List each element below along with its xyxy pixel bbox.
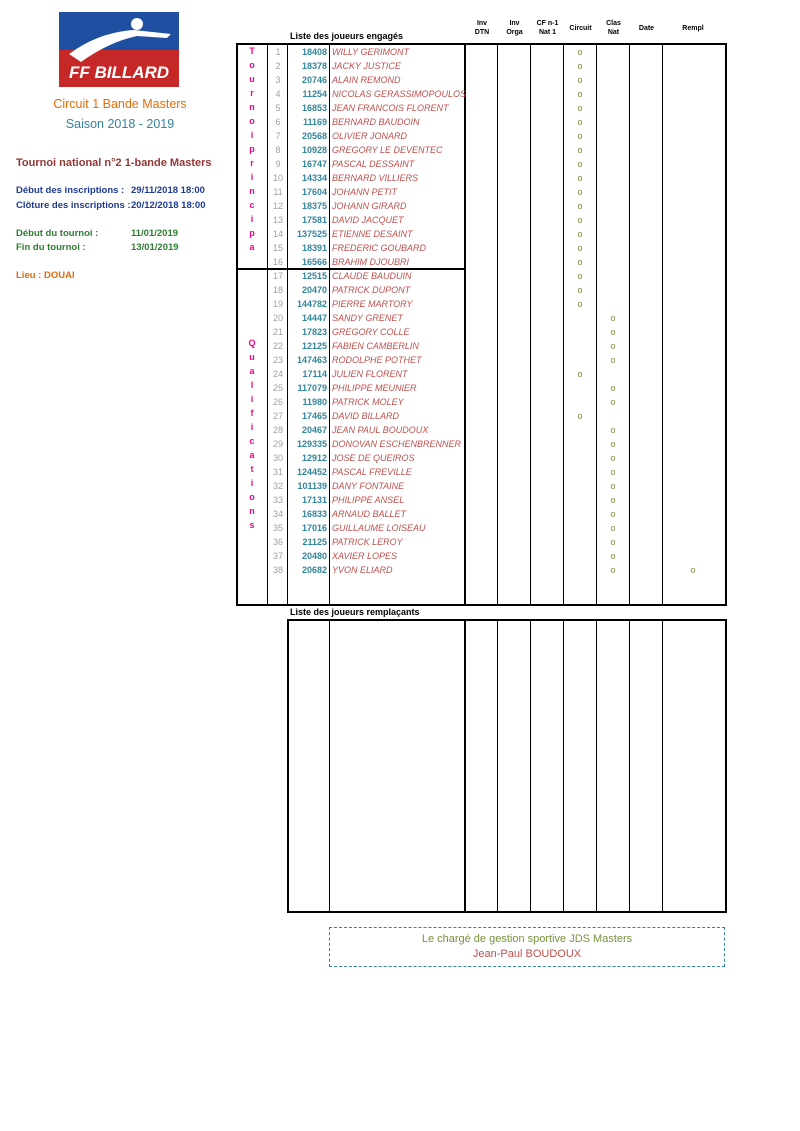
row-number: 19 xyxy=(272,299,283,309)
circuit-mark: o xyxy=(577,47,583,57)
license-number: 16833 xyxy=(301,509,327,519)
circuit-mark: o xyxy=(577,411,583,421)
license-number: 11254 xyxy=(302,89,327,99)
row-number: 15 xyxy=(272,243,283,253)
circuit-mark: o xyxy=(577,229,583,239)
row-number: 30 xyxy=(272,453,283,463)
clas-nat-mark: o xyxy=(610,341,616,351)
player-name: JEAN PAUL BOUDOUX xyxy=(332,425,429,435)
clas-nat-mark: o xyxy=(610,481,616,491)
circuit-mark: o xyxy=(577,145,583,155)
col-header-cf: CF n-1 Nat 1 xyxy=(536,20,559,36)
player-name: JOHANN PETIT xyxy=(332,187,398,197)
signature-box xyxy=(329,927,725,967)
clas-nat-mark: o xyxy=(610,495,616,505)
row-number: 28 xyxy=(272,425,283,435)
license-number: 18375 xyxy=(301,201,327,211)
circuit-mark: o xyxy=(577,159,583,169)
col-header-rempl: Rempl xyxy=(682,25,704,32)
player-name: GUILLAUME LOISEAU xyxy=(332,523,426,533)
row-number: 31 xyxy=(272,467,283,477)
license-number: 17581 xyxy=(301,215,327,225)
circuit-mark: o xyxy=(577,257,583,267)
license-number: 137525 xyxy=(296,229,327,239)
clas-nat-mark: o xyxy=(610,327,616,337)
license-number: 16747 xyxy=(301,159,327,169)
player-name: BRAHIM DJOUBRI xyxy=(332,257,410,267)
row-number: 20 xyxy=(272,313,283,323)
player-name: ALAIN REMOND xyxy=(332,75,401,85)
logo-text: FF BILLARD xyxy=(68,63,170,82)
debut-inscriptions-label: Début des inscriptions : xyxy=(16,185,125,196)
player-name: FREDERIC GOUBARD xyxy=(332,243,427,253)
license-number: 18391 xyxy=(301,243,327,253)
row-number: 38 xyxy=(272,565,283,575)
player-name: OLIVIER JONARD xyxy=(332,131,408,141)
license-number: 101139 xyxy=(297,481,327,491)
license-number: 17114 xyxy=(302,369,327,379)
debut-inscriptions-value: 29/11/2018 18:00 xyxy=(131,185,205,196)
player-name: PATRICK LEROY xyxy=(332,537,403,547)
row-number: 4 xyxy=(275,89,281,99)
row-number: 25 xyxy=(272,383,283,393)
circuit-mark: o xyxy=(577,299,583,309)
circuit-mark: o xyxy=(577,117,583,127)
clas-nat-mark: o xyxy=(610,383,616,393)
circuit-mark: o xyxy=(577,215,583,225)
ffbillard-logo xyxy=(59,12,179,87)
license-number: 18408 xyxy=(301,47,327,57)
clas-nat-mark: o xyxy=(610,313,616,323)
circuit-mark: o xyxy=(577,187,583,197)
player-name: JEAN FRANCOIS FLORENT xyxy=(332,103,449,113)
signature-name: Jean-Paul BOUDOUX xyxy=(472,948,582,960)
license-number: 17465 xyxy=(301,411,327,421)
player-name: PATRICK MOLEY xyxy=(332,397,404,407)
player-name: PHILIPPE ANSEL xyxy=(332,495,405,505)
player-name: SANDY GRENET xyxy=(332,313,403,323)
license-number: 17016 xyxy=(301,523,327,533)
player-name: BERNARD VILLIERS xyxy=(332,173,419,183)
clas-nat-mark: o xyxy=(610,397,616,407)
row-number: 29 xyxy=(272,439,283,449)
license-number: 147463 xyxy=(296,355,327,365)
row-number: 6 xyxy=(275,117,281,127)
player-name: DAVID BILLARD xyxy=(332,411,400,421)
row-number: 34 xyxy=(272,509,283,519)
license-number: 17823 xyxy=(301,327,327,337)
license-number: 124452 xyxy=(296,467,327,477)
license-number: 20568 xyxy=(301,131,327,141)
player-name: YVON ELIARD xyxy=(332,565,393,575)
row-number: 33 xyxy=(272,495,283,505)
clas-nat-mark: o xyxy=(610,523,616,533)
license-number: 12515 xyxy=(301,271,327,281)
license-number: 14334 xyxy=(301,173,327,183)
col-header-date: Date xyxy=(638,25,655,32)
license-number: 144782 xyxy=(296,299,327,309)
row-number: 24 xyxy=(272,369,283,379)
circuit-mark: o xyxy=(577,243,583,253)
player-name: GREGORY COLLE xyxy=(332,327,410,337)
player-name: PATRICK DUPONT xyxy=(332,285,411,295)
license-number: 20467 xyxy=(301,425,327,435)
license-number: 14447 xyxy=(301,313,327,323)
vertical-label-qualifications: Q u a l i f i c a t i o n s xyxy=(248,338,256,530)
fin-tournoi-label: Fin du tournoi : xyxy=(16,242,86,253)
player-name: RODOLPHE POTHET xyxy=(332,355,422,365)
row-number: 10 xyxy=(272,173,283,183)
license-number: 17131 xyxy=(301,495,327,505)
remplacants-list-header: Liste des joueurs remplaçants xyxy=(290,607,420,617)
license-number: 20480 xyxy=(301,551,327,561)
cloture-inscriptions-label: Clôture des inscriptions : xyxy=(16,200,131,211)
clas-nat-mark: o xyxy=(610,439,616,449)
season: Saison 2018 - 2019 xyxy=(65,117,175,131)
row-number: 37 xyxy=(272,551,283,561)
row-number: 18 xyxy=(272,285,283,295)
row-number: 11 xyxy=(273,187,283,197)
player-name: CLAUDE BAUDUIN xyxy=(332,271,412,281)
license-number: 20470 xyxy=(301,285,327,295)
col-header-inv-dtn: Inv DTN xyxy=(474,20,490,36)
license-number: 16853 xyxy=(301,103,327,113)
row-number: 23 xyxy=(272,355,283,365)
row-number: 21 xyxy=(272,327,283,337)
row-number: 36 xyxy=(272,537,283,547)
lieu: Lieu : DOUAI xyxy=(16,270,75,281)
signature-role: Le chargé de gestion sportive JDS Masters xyxy=(421,933,633,945)
clas-nat-mark: o xyxy=(610,425,616,435)
row-number: 2 xyxy=(275,61,281,71)
license-number: 129335 xyxy=(296,439,327,449)
player-name: XAVIER LOPES xyxy=(332,551,398,561)
player-name: PIERRE MARTORY xyxy=(332,299,413,309)
circuit-name: Circuit 1 Bande Masters xyxy=(53,97,187,111)
row-number: 16 xyxy=(272,257,283,267)
rempl-mark: o xyxy=(690,565,696,575)
row-number: 27 xyxy=(272,411,283,421)
player-name: FABIEN CAMBERLIN xyxy=(332,341,419,351)
vertical-label-principal: T o u r n o i p r i n c i p a xyxy=(249,46,255,252)
cloture-inscriptions-value: 20/12/2018 18:00 xyxy=(131,200,206,211)
circuit-mark: o xyxy=(577,369,583,379)
tournament-title: Tournoi national n°2 1-bande Masters xyxy=(16,157,212,169)
clas-nat-mark: o xyxy=(610,453,616,463)
row-number: 13 xyxy=(272,215,283,225)
row-number: 17 xyxy=(272,271,283,281)
license-number: 11169 xyxy=(302,117,327,127)
clas-nat-mark: o xyxy=(610,565,616,575)
player-name: WILLY GERIMONT xyxy=(332,47,410,57)
license-number: 21125 xyxy=(302,537,327,547)
license-number: 20746 xyxy=(301,75,327,85)
circuit-mark: o xyxy=(577,75,583,85)
circuit-mark: o xyxy=(577,131,583,141)
circuit-mark: o xyxy=(577,173,583,183)
player-name: JULIEN FLORENT xyxy=(332,369,408,379)
player-name: ETIENNE DESAINT xyxy=(332,229,413,239)
player-name: PHILIPPE MEUNIER xyxy=(332,383,417,393)
clas-nat-mark: o xyxy=(610,537,616,547)
row-number: 32 xyxy=(272,481,283,491)
player-name: JOHANN GIRARD xyxy=(332,201,407,211)
player-name: NICOLAS GERASSIMOPOULOS xyxy=(332,89,467,99)
license-number: 18378 xyxy=(301,61,327,71)
license-number: 12912 xyxy=(301,453,327,463)
row-number: 26 xyxy=(272,397,283,407)
row-number: 1 xyxy=(275,47,281,57)
circuit-mark: o xyxy=(577,285,583,295)
row-number: 7 xyxy=(275,131,281,141)
row-number: 3 xyxy=(275,75,281,85)
row-number: 12 xyxy=(272,201,283,211)
player-name: GREGORY LE DEVENTEC xyxy=(332,145,443,155)
clas-nat-mark: o xyxy=(610,355,616,365)
circuit-mark: o xyxy=(577,201,583,211)
license-number: 12125 xyxy=(301,341,327,351)
license-number: 11980 xyxy=(302,397,327,407)
circuit-mark: o xyxy=(577,89,583,99)
debut-tournoi-label: Début du tournoi : xyxy=(16,228,99,239)
player-name: ARNAUD BALLET xyxy=(332,509,407,519)
debut-tournoi-value: 11/01/2019 xyxy=(131,228,179,239)
license-number: 16566 xyxy=(301,257,327,267)
col-header-circuit: Circuit xyxy=(569,25,592,32)
row-number: 9 xyxy=(275,159,281,169)
player-name: DANY FONTAINE xyxy=(332,481,405,491)
license-number: 20682 xyxy=(301,565,327,575)
row-number: 5 xyxy=(275,103,281,113)
player-name: JACKY JUSTICE xyxy=(332,61,401,71)
row-number: 22 xyxy=(272,341,283,351)
license-number: 10928 xyxy=(301,145,327,155)
clas-nat-mark: o xyxy=(610,509,616,519)
fin-tournoi-value: 13/01/2019 xyxy=(131,242,179,253)
circuit-mark: o xyxy=(577,271,583,281)
row-number: 35 xyxy=(272,523,283,533)
clas-nat-mark: o xyxy=(610,467,616,477)
player-name: DAVID JACQUET xyxy=(332,215,404,225)
player-name: PASCAL DESSAINT xyxy=(332,159,415,169)
player-name: BERNARD BAUDOIN xyxy=(332,117,420,127)
clas-nat-mark: o xyxy=(610,551,616,561)
player-name: DONOVAN ESCHENBRENNER xyxy=(332,439,462,449)
engaged-list-header: Liste des joueurs engagés xyxy=(290,31,404,41)
license-number: 117079 xyxy=(297,383,327,393)
col-header-clas-nat: Clas Nat xyxy=(606,20,621,36)
col-header-inv-orga: Inv Orga xyxy=(506,20,523,36)
license-number: 17604 xyxy=(301,187,327,197)
player-name: JOSE DE QUEIROS xyxy=(332,453,415,463)
player-name: PASCAL FREVILLE xyxy=(332,467,412,477)
circuit-mark: o xyxy=(577,103,583,113)
row-number: 8 xyxy=(275,145,281,155)
row-number: 14 xyxy=(272,229,283,239)
circuit-mark: o xyxy=(577,61,583,71)
